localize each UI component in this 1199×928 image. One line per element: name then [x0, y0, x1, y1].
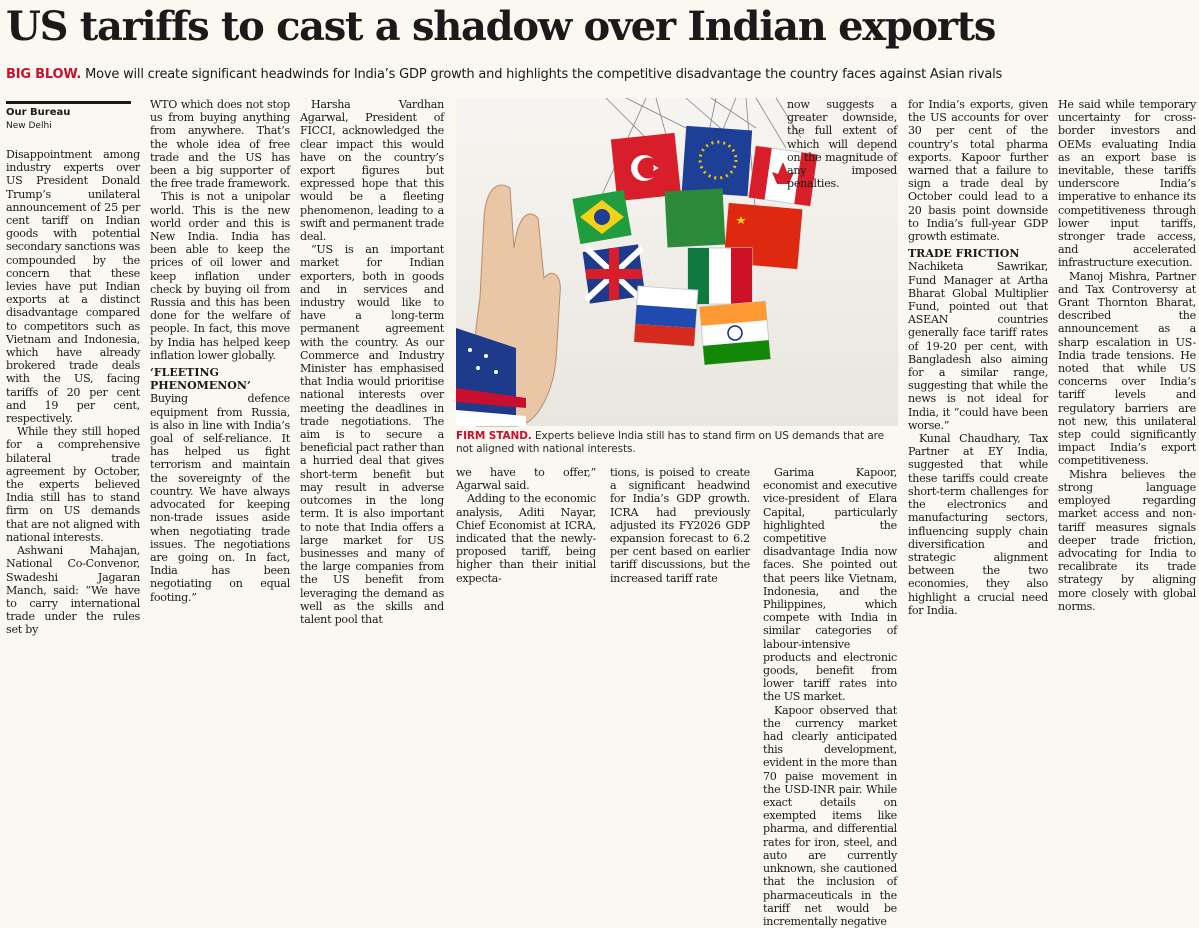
paragraph: Buying defence equipment from Russia, is also in line with India’s goal of self-reliance. It has helped us fight terrorism and maintain the sovereignty of the country. We have always advocated for keeping non-trade issues aside when negotiating trade issues. The negotiations are going on. In fact, India has been negotiating on equal footing.”: [150, 392, 290, 604]
paragraph: we have to offer,” Agarwal said.: [456, 466, 596, 493]
paragraph: “US is an important market for Indian exporters, both in goods and in services and industry would like to have a long-term permanent agreement with the country. As our Commerce and Industry Minister has emphasised that India would prioritise national interests over meeting the deadlines in trade negotiations. The aim is to secure a beneficial pact rather than a hurried deal that gives short-term benefit but may result in adverse outcomes in the long term. It is also important to note that India offers a large market for US businesses and many of the large companies from the US benefit from leveraging the demand as well as the skills and talent pool that: [300, 243, 444, 626]
column-5-main: [763, 466, 897, 928]
headline: US tariffs to cast a shadow over Indian exports: [6, 3, 996, 50]
paragraph: Manoj Mishra, Partner and Tax Controversy at Grant Thornton Bharat, described the announcement as a sharp escalation in US-India trade tensions. He noted that while US concerns over India’s tariff levels and regulatory barriers are not new, this unilateral step could significantly impact India’s export competitiveness.: [1058, 269, 1196, 468]
paragraph: Nachiketa Sawrikar, Fund Manager at Artha Bharat Global Multiplier Fund, pointed out that ASEAN countries generally face tariff rates of 19-20 per cent, with Bangladesh also aiming for a similar range, suggesting that while the news is not ideal for India, it “could have been worse.”: [908, 260, 1048, 432]
column-5: [610, 466, 750, 585]
column-4: [456, 466, 596, 585]
byline-name: Our Bureau: [6, 107, 71, 118]
paragraph: for India’s exports, given the US accounts for over 30 per cent of the country’s total pharma exports. Kapoor further warned that a failure to sign a trade deal by October could lead to a 20 basis point downside to India’s full-year GDP growth estimate.: [908, 98, 1048, 244]
paragraph: This is not a unipolar world. This is the new world order and this is New India. India has been able to keep the prices of oil lower and keep inflation under check by buying oil from Russia and this has been done for the welfare of people. In fact, this move by India has helped keep inflation lower globally.: [150, 190, 290, 362]
column-2: [150, 98, 290, 604]
container-brazil: [572, 190, 631, 244]
byline-place: New Delhi: [6, 121, 52, 131]
column-3: [300, 98, 444, 626]
deck-kicker: BIG BLOW.: [6, 67, 82, 82]
column-7: [1058, 98, 1196, 613]
column-6: [908, 98, 1048, 617]
column-1: [6, 148, 140, 637]
subhead-fleeting: ‘FLEETING PHENOMENON’: [150, 366, 251, 393]
paragraph: WTO which does not stop us from buying anything from anywhere. That’s the whole idea of free trade and the US has been a big supporter of the free trade framework.: [150, 98, 290, 191]
container-russia: [634, 286, 698, 346]
caption-text: Experts believe India still has to stand firm on US demands that are not aligned with national interests.: [456, 430, 885, 455]
paragraph: tions, is poised to create a significant headwind for India’s GDP growth. ICRA had previously adjusted its FY2026 GDP expansion forecast to 6.2 per cent based on earlier tariff discussions, but the increased tariff rate: [610, 466, 750, 585]
caption-head: FIRM STAND.: [456, 430, 532, 442]
paragraph: Harsha Vardhan Agarwal, President of FICCI, acknowledged the clear impact this would have on the country’s export figures but expressed hope that this would be a fleeting phenomenon, leading to a swift and permanent trade deal.: [300, 98, 444, 244]
container-green: [665, 189, 726, 248]
paragraph: Adding to the economic analysis, Aditi Nayar, Chief Economist at ICRA, indicated that the newly-proposed tariff, being higher than their initial expecta-: [456, 492, 596, 585]
byline: [6, 101, 131, 131]
container-uk: [583, 244, 646, 303]
paragraph: Disappointment among industry experts over US President Donald Trump’s unilateral announcement of 25 per cent tariff on Indian goods with potential secondary sanctions was compounded by the concern that these levies have put Indian exports at a distinct disadvantage compared to competitors such as Vietnam and Indonesia, which have already brokered trade deals with the US, facing tariffs of 20 per cent and 19 per cent, respectively.: [6, 148, 140, 426]
paragraph: Mishra believes the strong language employed regarding market access and non-tariff measures signals deeper trade friction, advocating for India to recalibrate its trade strategy by aligning more closely with global norms.: [1058, 467, 1196, 613]
paragraph: now suggests a greater downside, the full extent of which will depend on the magnitude of any imposed penalties.: [787, 98, 897, 191]
column-5-top: [787, 98, 897, 190]
paragraph: Kunal Chaudhary, Tax Partner at EY India, suggested that while these tariffs could create short-term challenges for the electronics and manufacturing sectors, influencing supply chain diversification and strategic alignment between the two economies, they also highlight a crucial need for India.: [908, 432, 1048, 617]
subhead-trade-friction: TRADE FRICTION: [908, 247, 1020, 261]
deck-text: Move will create significant headwinds for India’s GDP growth and highlights the competitive disadvantage the country faces against Asian rivals: [85, 67, 1003, 82]
paragraph: Ashwani Mahajan, National Co-Convenor, Swadeshi Jagaran Manch, said: “We have to carry international trade under the rules set by: [6, 544, 140, 637]
paragraph: Garima Kapoor, economist and executive vice-president of Elara Capital, particularly highlighted the competitive disadvantage India now faces. She pointed out that peers like Vietnam, Indonesia, and the Philippines, which compete with India in similar categories of labour-intensive products and electronic goods, benefit from lower tariff rates into the US market.: [763, 466, 897, 704]
paragraph: He said while temporary uncertainty for cross-border investors and OEMs evaluating India as an export base is inevitable, these tariffs underscore India’s imperative to enhance its competitiveness through lower input tariffs, stronger trade access, and accelerated infrastructure execution.: [1058, 98, 1196, 270]
paragraph: Kapoor observed that the currency market had clearly anticipated this development, evident in the more than 70 paise movement in the USD-INR pair. While exact details on exempted items like pharma, and differential rates for iron, steel, and auto are currently unknown, she cautioned that the inclusion of pharmaceuticals in the tariff net would be incrementally negative: [763, 703, 897, 928]
photo-caption: [456, 430, 898, 456]
deck: [6, 66, 1196, 84]
container-india: [700, 301, 771, 365]
container-eu: [682, 126, 752, 196]
paragraph: While they still hoped for a comprehensive bilateral trade agreement by October, the experts believed India still has to stand firm on US demands that are not aligned with national interests.: [6, 425, 140, 544]
